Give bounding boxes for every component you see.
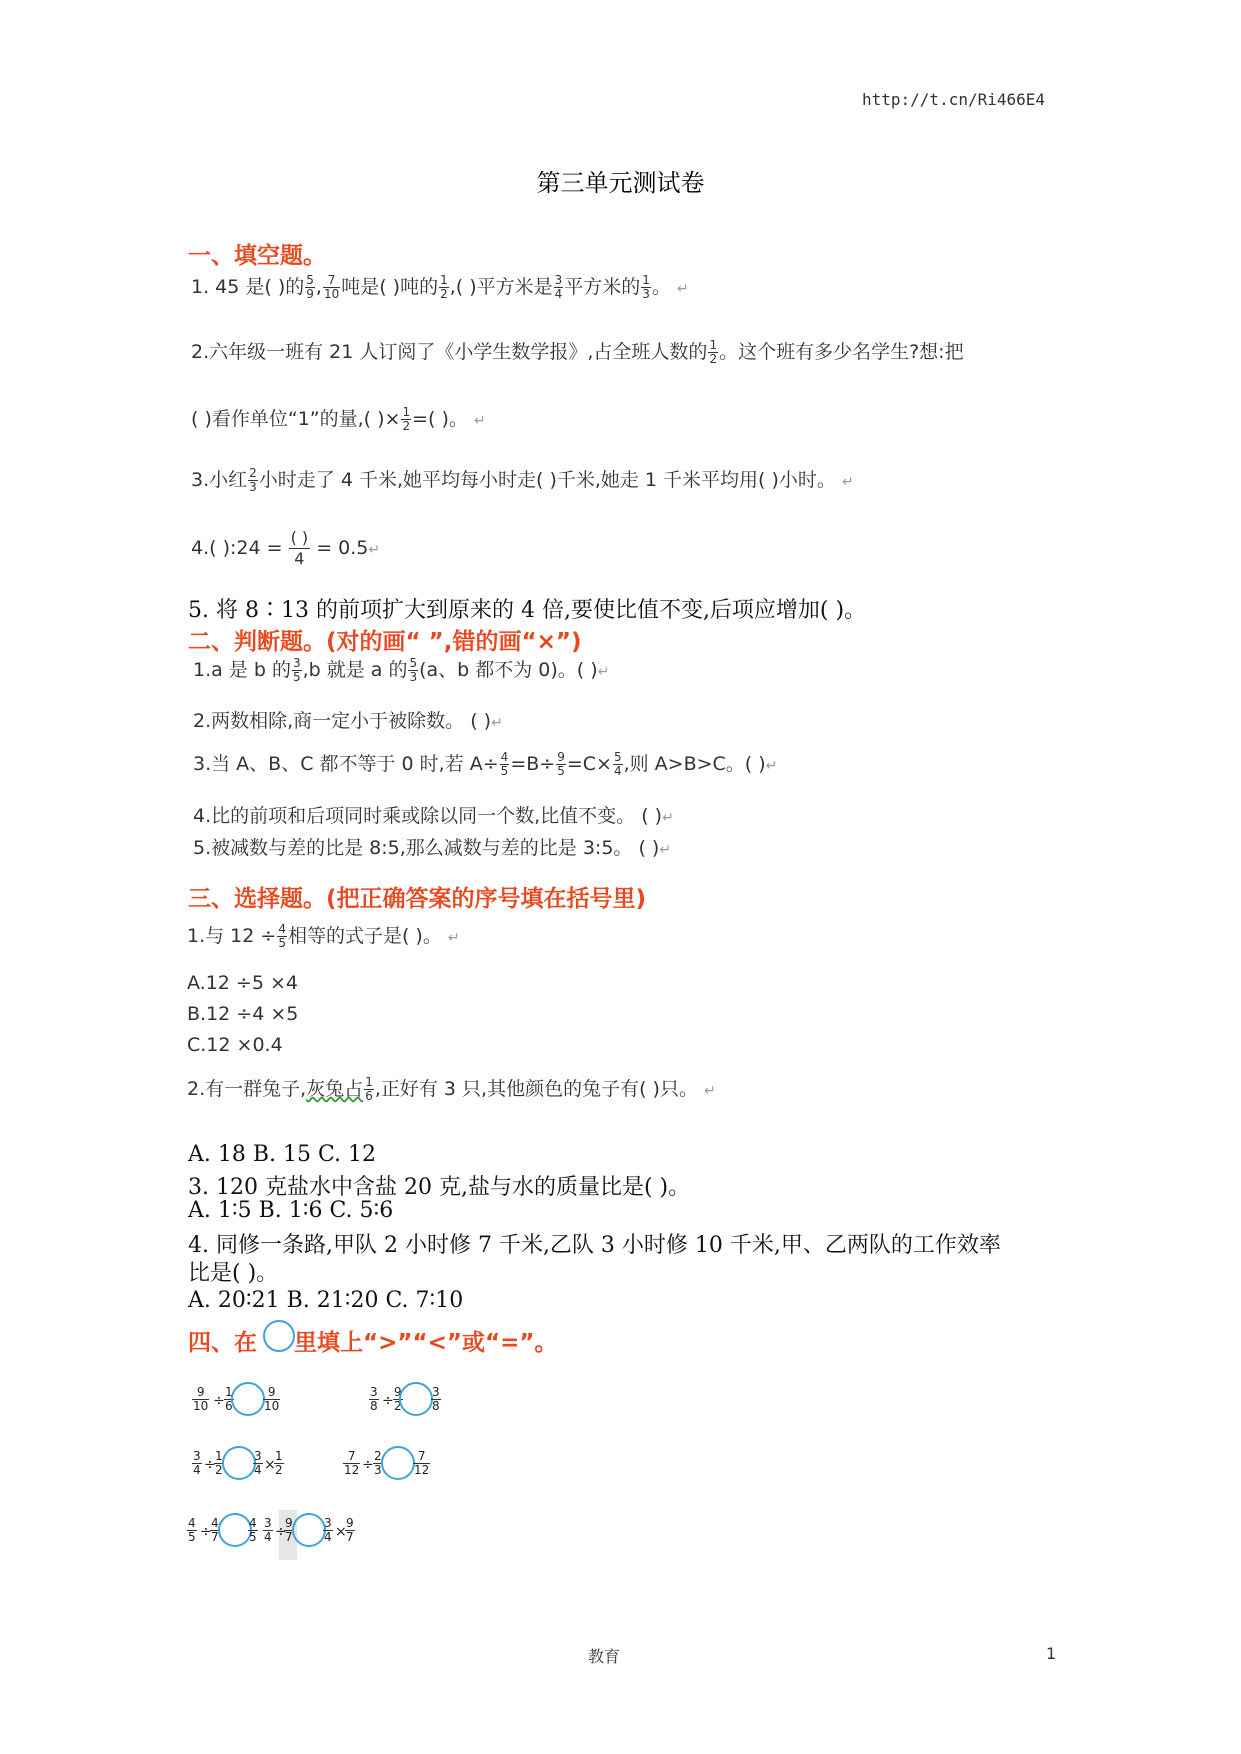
choice-q1-option-c: C.12 ×0.4 — [187, 1034, 283, 1056]
choice-question-2: 2.有一群兔子,灰兔占 $\frac{1}{6}$ ,正好有 3 只,其他颜色的兔子有( )只。 ↵ — [187, 1075, 716, 1103]
choice-q1-option-b: B.12 ÷4 ×5 — [187, 1003, 299, 1025]
section-fill-blank-heading: 一、填空题。 — [188, 243, 326, 269]
judge-question-1: 1.a 是 b 的 $\frac{3}{5}$ ,b 就是 a 的 $\frac{5}{3}$ (a、b 都不为 0)。( )↵ — [193, 656, 610, 684]
choice-q4-options: A. 20∶21 B. 21∶20 C. 7∶10 — [188, 1288, 464, 1313]
choice-q1-option-a: A.12 ÷5 ×4 — [187, 972, 298, 994]
compare-circle-2[interactable] — [399, 1382, 433, 1416]
choice-q3-options: A. 1∶5 B. 1∶6 C. 5∶6 — [188, 1198, 394, 1223]
page-number: 1 — [1046, 1644, 1057, 1663]
fill-question-3: 3.小红 $\frac{2}{3}$ 小时走了 4 千米,她平均每小时走( )千米,她走 1 千米平均用( )小时。 ↵ — [191, 466, 854, 494]
header-url: http://t.cn/Ri466E4 — [862, 90, 1046, 109]
section-true-false-heading: 二、判断题。(对的画“ ”,错的画“×”) — [188, 629, 582, 655]
choice-question-4-line-1: 4. 同修一条路,甲队 2 小时修 7 千米,乙队 3 小时修 10 千米,甲、乙两队的工作效率 — [188, 1233, 1001, 1258]
compare-circle-5[interactable] — [218, 1513, 252, 1547]
footer-center-text: 教育 — [588, 1647, 621, 1666]
fill-question-4: 4.( ):24 = ( ) 4 = 0.5↵ — [191, 528, 381, 568]
judge-question-2: 2.两数相除,商一定小于被除数。 ( )↵ — [193, 710, 503, 732]
choice-q2-options: A. 18 B. 15 C. 12 — [188, 1142, 377, 1167]
fill-question-2-line-1: 2.六年级一班有 21 人订阅了《小学生数学报》,占全班人数的 $\frac{1}{2}$ 。这个班有多少名学生?想:把 — [191, 338, 964, 366]
choice-question-4-line-2: 比是( )。 — [188, 1261, 279, 1286]
heading-circle-icon — [263, 1320, 295, 1352]
compare-circle-4[interactable] — [381, 1446, 415, 1480]
section-compare-heading-start: 四、在 — [188, 1330, 257, 1356]
compare-circle-6[interactable] — [292, 1513, 326, 1547]
choice-question-3: 3. 120 克盐水中含盐 20 克,盐与水的质量比是( )。 — [188, 1175, 691, 1200]
compare-circle-1[interactable] — [231, 1382, 265, 1416]
judge-question-4: 4.比的前项和后项同时乘或除以同一个数,比值不变。 ( )↵ — [193, 805, 674, 827]
fill-question-1: 1. 45 是( )的 $\frac{5}{9}$ , $\frac{7}{10}$ 吨是( )吨的 $\frac{1}{2}$ ,( )平方米是 $\frac{3}{4}$ 平方米的 $\frac{1}{3}$ 。 ↵ — [191, 273, 689, 301]
section-choice-heading: 三、选择题。(把正确答案的序号填在括号里) — [188, 886, 647, 912]
fill-question-2-line-2: ( )看作单位“1”的量,( )× $\frac{1}{2}$ =( )。 ↵ — [191, 405, 486, 433]
page-title: 第三单元测试卷 — [536, 169, 705, 197]
fill-question-5: 5. 将 8∶13 的前项扩大到原来的 4 倍,要使比值不变,后项应增加( )。 — [188, 598, 867, 623]
judge-question-3: 3.当 A、B、C 都不等于 0 时,若 A÷ $\frac{4}{5}$ =B÷ $\frac{9}{5}$ =C× $\frac{5}{4}$ ,则 A>B>C。( )↵ — [193, 750, 778, 778]
choice-question-1: 1.与 12 ÷ $\frac{4}{5}$ 相等的式子是( )。 ↵ — [187, 922, 460, 950]
compare-circle-3[interactable] — [222, 1446, 256, 1480]
judge-question-5: 5.被减数与差的比是 8:5,那么减数与差的比是 3:5。 ( )↵ — [193, 837, 672, 859]
section-compare-heading-end: 里填上“>”“<”或“=”。 — [294, 1330, 558, 1356]
